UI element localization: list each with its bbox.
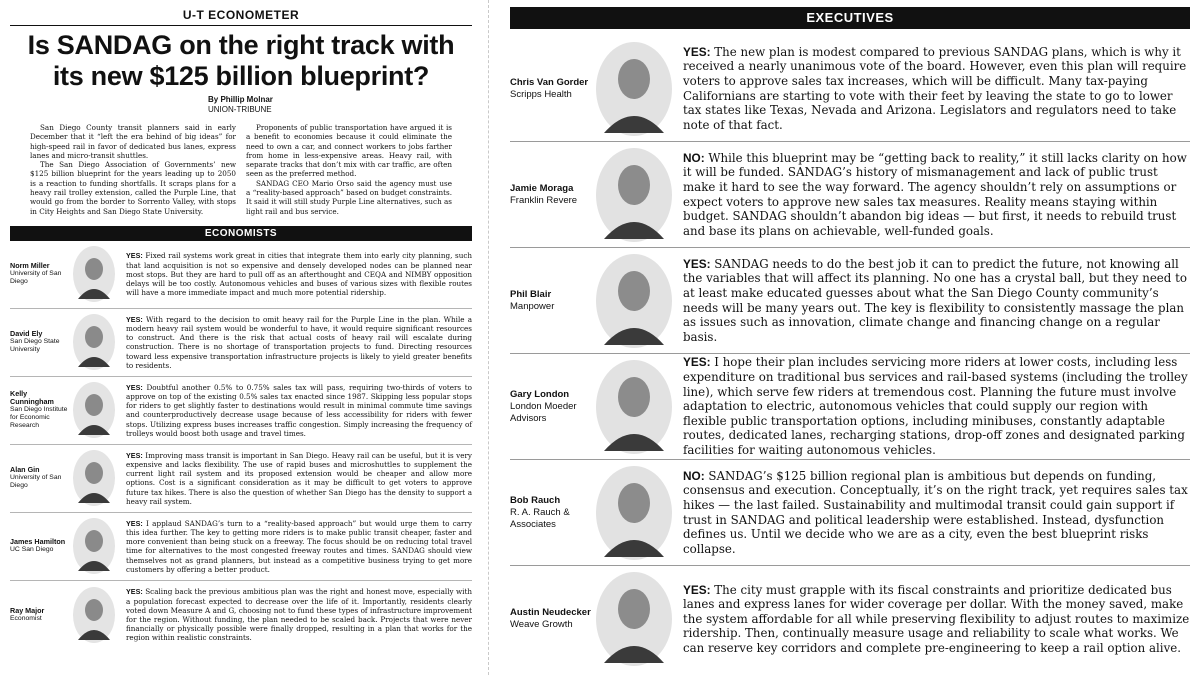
executive-name-block [510, 183, 595, 207]
economist-affiliation: San Diego State University [10, 338, 60, 354]
byline-org: UNION-TRIBUNE [208, 105, 272, 114]
economist-answer [126, 519, 472, 574]
portrait-photo [595, 147, 673, 243]
executive-entry [510, 142, 1190, 248]
answer-text: Scaling back the previous ambitious plan was the right and honest move, especially with a population forecast expected to decrease over the life of it. Importantly, residents clearly voted down Measure A and G, choosing not to fund these types of infrastructure improvement for the region. Without funding, the plan needed to be scaled back. Projects that were never financially or physically possible were finally dropped, resulting in a plan that works for the region within realistic constraints. [126, 587, 472, 643]
executive-name: Bob Rauch [510, 494, 561, 506]
executive-entry [510, 566, 1190, 672]
portrait-photo [72, 517, 116, 575]
intro-paragraph: The San Diego Association of Governments’ new $125 billion blueprint for the years leading up to 2050 is a reaction to funding shortfalls. It scraps plans for a heavy rail trolley extension, called the Purple Line, that would go from the border to Sorrento Valley, with stops in City Heights and San Diego State University. [30, 160, 236, 216]
economist-name: David Ely [10, 329, 43, 339]
byline [208, 95, 472, 115]
answer-text: Improving mass transit is important in San Diego. Heavy rail can be useful, but it is very expensive and lacks flexibility. The use of rapid buses and microshuttles to supplement the current light rail system and its proposed extension would be cheaper and allow more options. Cost is a significant consideration as it may be difficult to get voters to approve future tax hikes. There is also the question of whether San Diego has the density to support a heavy rail system. [126, 450, 472, 506]
intro-paragraph: SANDAG CEO Mario Orso said the agency must use a “reality-based approach” based on budget constraints. It said it will still study Purple Line alternatives, such as light rail and bus service. [246, 178, 452, 216]
executives-list [510, 36, 1190, 672]
executive-name: Austin Neudecker [510, 607, 591, 618]
executive-name-block [510, 77, 595, 101]
answer-text: With regard to the decision to omit heavy rail for the Purple Line in the plan. While a modern heavy rail system would be wonderful to have, it would require significant resources to construct. And there is the risk that actual costs of heavy rail will escalate during construction. There is no shortage of transportation projects to fund. Directing resources toward less expensive transportation infrastructure projects is likely to yield greater benefits to residents. [126, 314, 472, 370]
answer-verdict: YES: [126, 587, 143, 597]
executive-name-block [510, 289, 595, 313]
executive-name-block [510, 389, 595, 425]
executive-name: Phil Blair [510, 288, 552, 300]
executive-name-block [510, 495, 595, 531]
economist-affiliation: University of San Diego [10, 474, 62, 490]
answer-text: Doubtful another 0.5% to 0.75% sales tax will pass, requiring two-thirds of voters to approve on top of the existing 0.5% sales tax enacted since 1987. Skipping less popular stops for riders to get slightly faster to destinations would result in minimal commute time savings and counterproductively decrease usage because of less accessibility for riders with fewer stops. Utilizing express buses increases traffic congestion. Simply increasing the frequency of trolleys would boost both usage and travel times. [126, 382, 472, 438]
answer-verdict: YES: [683, 256, 711, 271]
page-gutter [488, 0, 489, 675]
executive-answer [683, 583, 1190, 656]
portrait-photo [72, 313, 116, 371]
econometer-left-page [0, 0, 482, 675]
answer-text: SANDAG’s $125 billion regional plan is ambitious but depends on funding, consensus and execution. Conceptually, it’s on the right track, yet requires sales tax hikes — the last failed. Sustainability and multimodal transit could gain support if trust in SANDAG and political leadership were established. Instead, dysfunction defines us. Until we decide who we are as a city, even the best blueprint risks collapse. [683, 468, 1188, 556]
answer-verdict: YES: [126, 518, 143, 528]
answer-verdict: NO: [683, 468, 705, 483]
intro-column-1 [30, 123, 236, 216]
executive-affiliation: Scripps Health [510, 88, 572, 100]
economist-name: Kelly Cunningham [10, 389, 54, 407]
economist-answer [126, 587, 472, 642]
page-headline [10, 30, 472, 92]
economist-name-block [10, 607, 72, 623]
economists-list [10, 241, 472, 649]
portrait-photo [72, 245, 116, 303]
answer-text: The new plan is modest compared to previous SANDAG plans, which is why it received a nearly unanimous vote of the board. However, even this plan will require voters to approve sales tax increases, which will be difficult. Many tax-paying Californians are starting to vote with their feet by leaving the state to go to lower tax states like Texas, Nevada and Arizona. Legislators and regulators need to take note of that fact. [683, 44, 1187, 132]
executive-answer [683, 469, 1190, 557]
economists-header: ECONOMISTS [10, 226, 472, 241]
answer-text: SANDAG needs to do the best job it can to predict the future, not knowing all the variables that will affect its planning. No one has a crystal ball, but they need to at least make educated guesses about what the San Diego County community’s needs will be many years out. The key is flexibility to consistently massage the plan as issues such as innovation, climate change and financing change on a regular basis. [683, 256, 1187, 344]
economist-entry [10, 445, 472, 513]
kicker-divider [10, 25, 472, 26]
answer-verdict: YES: [126, 382, 143, 392]
headline-line-1: Is SANDAG on the right track with [27, 30, 455, 60]
executive-name: Chris Van Gorder [510, 76, 589, 88]
executive-entry [510, 248, 1190, 354]
economist-name-block [10, 330, 72, 354]
answer-verdict: YES: [126, 314, 143, 324]
answer-verdict: NO: [683, 150, 705, 165]
economist-name: James Hamilton [10, 537, 66, 547]
executive-entry [510, 460, 1190, 566]
answer-verdict: YES: [126, 450, 143, 460]
section-kicker: U-T ECONOMETER [182, 8, 300, 22]
economist-entry [10, 581, 472, 649]
economist-name: Norm Miller [10, 261, 50, 271]
intro-paragraph: Proponents of public transportation have argued it is a benefit to economies because it could eliminate the need to own a car, and connect workers to jobs farther from home in less-expensive areas. Heavy rail, with separate tracks that don’t mix with car traffic, are often seen as the preferred method. [246, 123, 452, 179]
byline-author: By Phillip Molnar [208, 95, 273, 104]
economist-affiliation: UC San Diego [10, 546, 54, 554]
portrait-photo [595, 253, 673, 349]
portrait-photo [72, 381, 116, 439]
economist-name: Ray Major [10, 605, 45, 615]
economist-entry [10, 309, 472, 377]
economist-entry [10, 377, 472, 445]
answer-verdict: YES: [683, 44, 711, 59]
economist-answer [126, 315, 472, 370]
executive-entry [510, 354, 1190, 460]
economist-entry [10, 513, 472, 581]
headline-line-2: its new $125 billion blueprint? [52, 61, 430, 91]
economist-answer [126, 251, 472, 297]
executive-name: Gary London [510, 388, 570, 400]
economist-affiliation: San Diego Institute for Economic Research [10, 406, 68, 430]
executive-affiliation: Franklin Revere [510, 194, 578, 206]
economist-name-block [10, 466, 72, 490]
executive-answer [683, 355, 1190, 457]
economist-answer [126, 451, 472, 506]
economist-affiliation: University of San Diego [10, 270, 62, 286]
answer-text: I applaud SANDAG’s turn to a “reality-based approach” but would urge them to carry this idea further. The key to getting more riders is to make public transit cheaper, faster and more convenient than being stuck on a freeway. The focus should be on reducing total travel time for alternatives to the most congested freeway routes and times. SANDAG should view themselves not as grand planners, but instead as a competitive business trying to get more customers by offering a better product. [126, 518, 472, 574]
economist-name-block [10, 262, 72, 286]
economist-name-block [10, 390, 72, 430]
answer-text: Fixed rail systems work great in cities that integrate them into early city planning, such that land acquisition is not so expensive and densely developed nodes can be planned near most stops. But they are hard to pull off as an afterthought and CEQA and NIMBY opposition delays will be too costly. Autonomous vehicles and buses of various sizes with flexible routes will have a more immediate impact and much more potential ridership. [126, 251, 472, 298]
portrait-photo [72, 586, 116, 644]
portrait-photo [595, 41, 673, 137]
intro-paragraph: San Diego County transit planners said in early December that it “left the era behind of big ideas” for high-speed rail in favor of dedicated bus lanes, express lanes and micro-transit shuttles. [30, 123, 236, 160]
executive-affiliation: R. A. Rauch & Associates [510, 506, 570, 530]
answer-text: While this blueprint may be “getting back to reality,” it still lacks clarity on how it will be funded. SANDAG’s history of mismanagement and lack of public trust make it hard to see the way forward. The agency shouldn’t rely on assumptions or expect voters to approve new sales tax measures. Reality means staying within budget. SANDAG shouldn’t abandon big ideas — but first, it needs to rebuild trust and base its plans on achievable, well-funded goals. [683, 150, 1187, 238]
portrait-photo [595, 359, 673, 455]
intro-column-2 [246, 123, 452, 216]
executive-name-block [510, 607, 595, 631]
economist-answer [126, 383, 472, 438]
economist-name-block [10, 538, 72, 554]
economist-entry [10, 241, 472, 309]
executive-affiliation: Manpower [510, 300, 555, 312]
executive-affiliation: Weave Growth [510, 619, 573, 630]
economist-name: Alan Gin [10, 465, 40, 475]
econometer-right-page [510, 0, 1190, 675]
answer-verdict: YES: [683, 355, 711, 370]
executive-entry [510, 36, 1190, 142]
portrait-photo [595, 465, 673, 561]
intro-text [10, 123, 472, 216]
answer-text: I hope their plan includes servicing more riders at lower costs, including less expenditure on traditional bus services and rail-based systems (including the trolley line), which serve few riders at tremendous cost. Planning the future must involve adaptation to electric, autonomous vehicles that could supply our region with flexible public transportation options, including minibuses, constantly adaptable routes, dedicated lanes, recharging stations, drop-off zones and designated parking facilities for waiting autonomous vehicles. [683, 355, 1188, 457]
answer-verdict: YES: [126, 251, 143, 261]
executives-header: EXECUTIVES [510, 7, 1190, 29]
executive-answer [683, 257, 1190, 345]
executive-answer [683, 45, 1190, 133]
portrait-photo [72, 449, 116, 507]
executive-answer [683, 151, 1190, 239]
answer-verdict: YES: [683, 582, 711, 597]
economist-affiliation: Economist [10, 614, 42, 622]
portrait-photo [595, 571, 673, 667]
executive-affiliation: London Moeder Advisors [510, 400, 577, 424]
executive-name: Jamie Moraga [510, 182, 574, 194]
answer-text: The city must grapple with its fiscal constraints and prioritize dedicated bus lanes and express lanes for wider coverage per dollar. With the money saved, make the system affordable for all while preserving flexibility to adjust routes to maximize ridership. Then, continually measure usage and reliability to scale what works. We can reserve key corridors and complete pre-engineering to keep a rail option alive. [683, 582, 1190, 655]
